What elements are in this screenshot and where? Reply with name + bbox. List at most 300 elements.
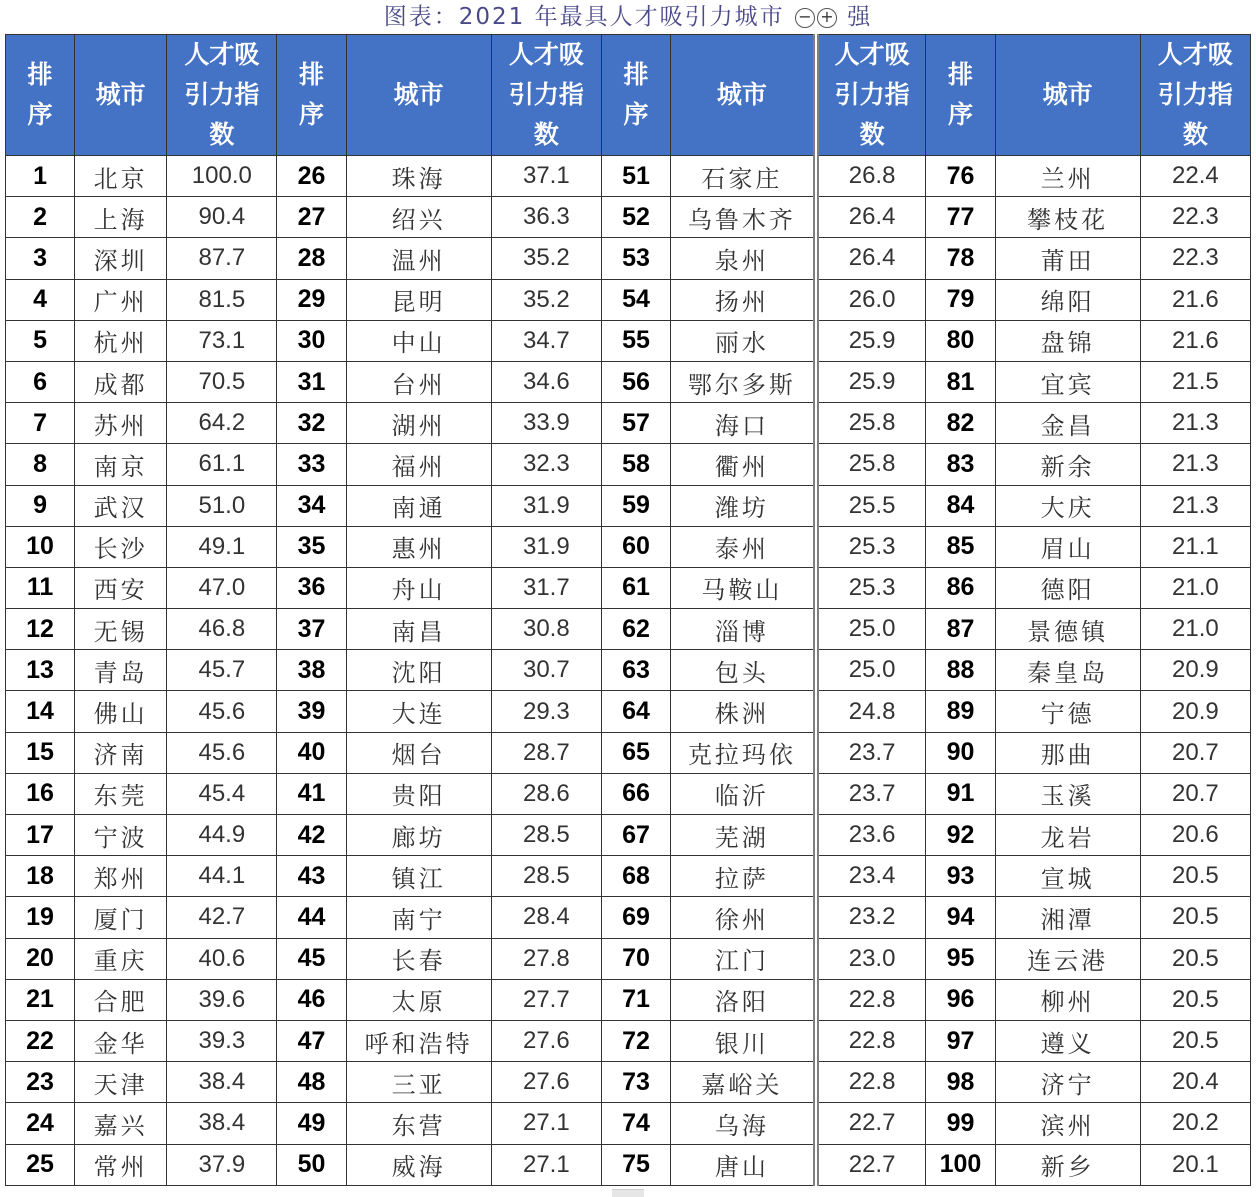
city-cell: 绵阳 bbox=[995, 279, 1140, 320]
city-cell: 杭州 bbox=[75, 320, 167, 361]
index-value-cell: 22.7 bbox=[816, 1103, 926, 1144]
table-row bbox=[6, 938, 1251, 979]
city-cell: 舟山 bbox=[346, 567, 491, 608]
index-value-cell: 22.4 bbox=[1140, 156, 1250, 197]
city-cell: 威海 bbox=[346, 1144, 491, 1186]
header-rank: 排序 bbox=[926, 35, 995, 156]
rank-cell: 4 bbox=[6, 279, 75, 320]
rank-cell: 28 bbox=[277, 238, 346, 279]
city-cell: 重庆 bbox=[75, 938, 167, 979]
city-cell: 嘉峪关 bbox=[671, 1062, 816, 1103]
index-value-cell: 44.9 bbox=[167, 815, 277, 856]
index-value-cell: 26.8 bbox=[816, 156, 926, 197]
rank-cell: 74 bbox=[601, 1103, 670, 1144]
index-value-cell: 23.4 bbox=[816, 856, 926, 897]
rank-cell: 31 bbox=[277, 361, 346, 402]
table-row bbox=[6, 361, 1251, 402]
index-value-cell: 24.8 bbox=[816, 691, 926, 732]
rank-cell: 1 bbox=[6, 156, 75, 197]
zoom-out-icon[interactable]: − bbox=[795, 8, 815, 28]
city-cell: 沈阳 bbox=[346, 650, 491, 691]
index-value-cell: 39.6 bbox=[167, 979, 277, 1020]
rank-cell: 18 bbox=[6, 856, 75, 897]
city-cell: 绍兴 bbox=[346, 197, 491, 238]
rank-cell: 17 bbox=[6, 815, 75, 856]
rank-cell: 81 bbox=[926, 361, 995, 402]
index-value-cell: 20.4 bbox=[1140, 1062, 1250, 1103]
index-value-cell: 20.5 bbox=[1140, 897, 1250, 938]
city-cell: 昆明 bbox=[346, 279, 491, 320]
city-cell: 宜宾 bbox=[995, 361, 1140, 402]
city-cell: 郑州 bbox=[75, 856, 167, 897]
index-value-cell: 28.5 bbox=[491, 856, 601, 897]
city-cell: 海口 bbox=[671, 403, 816, 444]
index-value-cell: 25.0 bbox=[816, 609, 926, 650]
index-value-cell: 27.6 bbox=[491, 1020, 601, 1061]
city-cell: 镇江 bbox=[346, 856, 491, 897]
rank-cell: 6 bbox=[6, 361, 75, 402]
caption-text-end: 强 bbox=[847, 4, 873, 30]
city-cell: 厦门 bbox=[75, 897, 167, 938]
index-value-cell: 20.9 bbox=[1140, 691, 1250, 732]
city-cell: 南宁 bbox=[346, 897, 491, 938]
city-cell: 那曲 bbox=[995, 732, 1140, 773]
index-value-cell: 20.9 bbox=[1140, 650, 1250, 691]
rank-cell: 48 bbox=[277, 1062, 346, 1103]
rank-cell: 84 bbox=[926, 485, 995, 526]
table-row bbox=[6, 691, 1251, 732]
rank-cell: 9 bbox=[6, 485, 75, 526]
city-cell: 呼和浩特 bbox=[346, 1020, 491, 1061]
city-cell: 宁德 bbox=[995, 691, 1140, 732]
rank-cell: 45 bbox=[277, 938, 346, 979]
table-row bbox=[6, 197, 1251, 238]
rank-cell: 75 bbox=[601, 1144, 670, 1186]
rank-cell: 38 bbox=[277, 650, 346, 691]
table-row bbox=[6, 526, 1251, 567]
index-value-cell: 28.6 bbox=[491, 773, 601, 814]
index-value-cell: 20.7 bbox=[1140, 773, 1250, 814]
rank-cell: 90 bbox=[926, 732, 995, 773]
index-value-cell: 38.4 bbox=[167, 1103, 277, 1144]
zoom-in-icon[interactable]: + bbox=[817, 8, 837, 28]
city-cell: 烟台 bbox=[346, 732, 491, 773]
index-value-cell: 44.1 bbox=[167, 856, 277, 897]
city-cell: 遵义 bbox=[995, 1020, 1140, 1061]
index-value-cell: 31.9 bbox=[491, 526, 601, 567]
header-rank: 排序 bbox=[277, 35, 346, 156]
rank-cell: 27 bbox=[277, 197, 346, 238]
index-value-cell: 21.5 bbox=[1140, 361, 1250, 402]
rank-cell: 33 bbox=[277, 444, 346, 485]
index-value-cell: 23.7 bbox=[816, 732, 926, 773]
table-row bbox=[6, 897, 1251, 938]
city-cell: 嘉兴 bbox=[75, 1103, 167, 1144]
rank-cell: 95 bbox=[926, 938, 995, 979]
index-value-cell: 30.7 bbox=[491, 650, 601, 691]
rank-cell: 54 bbox=[601, 279, 670, 320]
city-cell: 成都 bbox=[75, 361, 167, 402]
rank-cell: 20 bbox=[6, 938, 75, 979]
city-cell: 滨州 bbox=[995, 1103, 1140, 1144]
city-cell: 潍坊 bbox=[671, 485, 816, 526]
rank-cell: 41 bbox=[277, 773, 346, 814]
city-cell: 上海 bbox=[75, 197, 167, 238]
rank-cell: 93 bbox=[926, 856, 995, 897]
header-index: 人才吸引力指数 bbox=[491, 35, 601, 156]
index-value-cell: 21.3 bbox=[1140, 403, 1250, 444]
city-cell: 南昌 bbox=[346, 609, 491, 650]
rank-cell: 88 bbox=[926, 650, 995, 691]
rank-cell: 34 bbox=[277, 485, 346, 526]
city-cell: 温州 bbox=[346, 238, 491, 279]
header-index: 人才吸引力指数 bbox=[816, 35, 926, 156]
table-row bbox=[6, 485, 1251, 526]
city-cell: 珠海 bbox=[346, 156, 491, 197]
city-cell: 南京 bbox=[75, 444, 167, 485]
rank-cell: 73 bbox=[601, 1062, 670, 1103]
rank-cell: 46 bbox=[277, 979, 346, 1020]
rank-cell: 86 bbox=[926, 567, 995, 608]
city-cell: 宁波 bbox=[75, 815, 167, 856]
index-value-cell: 22.8 bbox=[816, 979, 926, 1020]
city-cell: 乌鲁木齐 bbox=[671, 197, 816, 238]
index-value-cell: 22.3 bbox=[1140, 238, 1250, 279]
index-value-cell: 21.3 bbox=[1140, 444, 1250, 485]
rank-cell: 94 bbox=[926, 897, 995, 938]
city-cell: 包头 bbox=[671, 650, 816, 691]
city-cell: 龙岩 bbox=[995, 815, 1140, 856]
rank-cell: 40 bbox=[277, 732, 346, 773]
index-value-cell: 37.1 bbox=[491, 156, 601, 197]
rank-cell: 7 bbox=[6, 403, 75, 444]
city-cell: 宣城 bbox=[995, 856, 1140, 897]
index-value-cell: 35.2 bbox=[491, 238, 601, 279]
table-row bbox=[6, 1103, 1251, 1144]
rank-cell: 87 bbox=[926, 609, 995, 650]
index-value-cell: 90.4 bbox=[167, 197, 277, 238]
city-cell: 天津 bbox=[75, 1062, 167, 1103]
city-cell: 淄博 bbox=[671, 609, 816, 650]
rank-cell: 78 bbox=[926, 238, 995, 279]
city-cell: 兰州 bbox=[995, 156, 1140, 197]
city-cell: 柳州 bbox=[995, 979, 1140, 1020]
table-caption bbox=[0, 0, 1256, 34]
table-row bbox=[6, 1062, 1251, 1103]
rank-cell: 51 bbox=[601, 156, 670, 197]
index-value-cell: 45.4 bbox=[167, 773, 277, 814]
city-cell: 眉山 bbox=[995, 526, 1140, 567]
city-cell: 贵阳 bbox=[346, 773, 491, 814]
city-cell: 长春 bbox=[346, 938, 491, 979]
index-value-cell: 20.5 bbox=[1140, 1020, 1250, 1061]
rank-cell: 58 bbox=[601, 444, 670, 485]
index-value-cell: 23.0 bbox=[816, 938, 926, 979]
rank-cell: 52 bbox=[601, 197, 670, 238]
rank-cell: 26 bbox=[277, 156, 346, 197]
table-row bbox=[6, 444, 1251, 485]
rank-cell: 65 bbox=[601, 732, 670, 773]
city-cell: 丽水 bbox=[671, 320, 816, 361]
rank-cell: 14 bbox=[6, 691, 75, 732]
rank-cell: 19 bbox=[6, 897, 75, 938]
rank-cell: 39 bbox=[277, 691, 346, 732]
table-row bbox=[6, 773, 1251, 814]
city-cell: 新乡 bbox=[995, 1144, 1140, 1186]
table-row bbox=[6, 650, 1251, 691]
city-cell: 惠州 bbox=[346, 526, 491, 567]
city-cell: 株洲 bbox=[671, 691, 816, 732]
rank-cell: 3 bbox=[6, 238, 75, 279]
table-row bbox=[6, 567, 1251, 608]
index-value-cell: 20.5 bbox=[1140, 979, 1250, 1020]
index-value-cell: 33.9 bbox=[491, 403, 601, 444]
index-value-cell: 26.0 bbox=[816, 279, 926, 320]
rank-cell: 53 bbox=[601, 238, 670, 279]
header-index: 人才吸引力指数 bbox=[1140, 35, 1250, 156]
rank-cell: 64 bbox=[601, 691, 670, 732]
city-cell: 洛阳 bbox=[671, 979, 816, 1020]
rank-cell: 85 bbox=[926, 526, 995, 567]
index-value-cell: 20.6 bbox=[1140, 815, 1250, 856]
index-value-cell: 70.5 bbox=[167, 361, 277, 402]
rank-cell: 69 bbox=[601, 897, 670, 938]
index-value-cell: 46.8 bbox=[167, 609, 277, 650]
city-cell: 中山 bbox=[346, 320, 491, 361]
city-cell: 苏州 bbox=[75, 403, 167, 444]
rank-cell: 72 bbox=[601, 1020, 670, 1061]
index-value-cell: 31.9 bbox=[491, 485, 601, 526]
rank-cell: 68 bbox=[601, 856, 670, 897]
city-cell: 克拉玛依 bbox=[671, 732, 816, 773]
rank-cell: 83 bbox=[926, 444, 995, 485]
city-cell: 大连 bbox=[346, 691, 491, 732]
city-cell: 玉溪 bbox=[995, 773, 1140, 814]
index-value-cell: 21.6 bbox=[1140, 279, 1250, 320]
header-index: 人才吸引力指数 bbox=[167, 35, 277, 156]
rank-cell: 12 bbox=[6, 609, 75, 650]
city-cell: 攀枝花 bbox=[995, 197, 1140, 238]
rank-cell: 43 bbox=[277, 856, 346, 897]
city-cell: 银川 bbox=[671, 1020, 816, 1061]
city-cell: 盘锦 bbox=[995, 320, 1140, 361]
index-value-cell: 25.8 bbox=[816, 444, 926, 485]
index-value-cell: 27.1 bbox=[491, 1103, 601, 1144]
index-value-cell: 34.7 bbox=[491, 320, 601, 361]
index-value-cell: 61.1 bbox=[167, 444, 277, 485]
rank-cell: 21 bbox=[6, 979, 75, 1020]
index-value-cell: 28.5 bbox=[491, 815, 601, 856]
city-cell: 景德镇 bbox=[995, 609, 1140, 650]
rank-cell: 50 bbox=[277, 1144, 346, 1186]
index-value-cell: 36.3 bbox=[491, 197, 601, 238]
index-value-cell: 81.5 bbox=[167, 279, 277, 320]
rank-cell: 80 bbox=[926, 320, 995, 361]
city-cell: 衢州 bbox=[671, 444, 816, 485]
city-cell: 广州 bbox=[75, 279, 167, 320]
index-value-cell: 64.2 bbox=[167, 403, 277, 444]
table-row bbox=[6, 1144, 1251, 1186]
index-value-cell: 25.5 bbox=[816, 485, 926, 526]
city-cell: 江门 bbox=[671, 938, 816, 979]
index-value-cell: 22.8 bbox=[816, 1062, 926, 1103]
rank-cell: 49 bbox=[277, 1103, 346, 1144]
index-value-cell: 34.6 bbox=[491, 361, 601, 402]
table-row bbox=[6, 320, 1251, 361]
rank-cell: 32 bbox=[277, 403, 346, 444]
rank-cell: 100 bbox=[926, 1144, 995, 1186]
city-cell: 三亚 bbox=[346, 1062, 491, 1103]
table-row bbox=[6, 238, 1251, 279]
rank-cell: 66 bbox=[601, 773, 670, 814]
table-row bbox=[6, 156, 1251, 197]
caption-text: 图表：2021 年最具人才吸引力城市 bbox=[383, 4, 785, 30]
rank-cell: 63 bbox=[601, 650, 670, 691]
index-value-cell: 25.9 bbox=[816, 320, 926, 361]
rank-cell: 98 bbox=[926, 1062, 995, 1103]
city-cell: 拉萨 bbox=[671, 856, 816, 897]
rank-cell: 82 bbox=[926, 403, 995, 444]
index-value-cell: 49.1 bbox=[167, 526, 277, 567]
index-value-cell: 23.7 bbox=[816, 773, 926, 814]
table-row bbox=[6, 403, 1251, 444]
index-value-cell: 87.7 bbox=[167, 238, 277, 279]
rank-cell: 29 bbox=[277, 279, 346, 320]
index-value-cell: 35.2 bbox=[491, 279, 601, 320]
rank-cell: 25 bbox=[6, 1144, 75, 1186]
index-value-cell: 47.0 bbox=[167, 567, 277, 608]
rank-cell: 59 bbox=[601, 485, 670, 526]
rank-cell: 23 bbox=[6, 1062, 75, 1103]
index-value-cell: 27.7 bbox=[491, 979, 601, 1020]
index-value-cell: 37.9 bbox=[167, 1144, 277, 1186]
index-value-cell: 21.3 bbox=[1140, 485, 1250, 526]
rank-cell: 10 bbox=[6, 526, 75, 567]
rank-cell: 57 bbox=[601, 403, 670, 444]
city-cell: 北京 bbox=[75, 156, 167, 197]
index-value-cell: 26.4 bbox=[816, 197, 926, 238]
city-cell: 扬州 bbox=[671, 279, 816, 320]
index-value-cell: 20.5 bbox=[1140, 856, 1250, 897]
index-value-cell: 25.0 bbox=[816, 650, 926, 691]
index-value-cell: 51.0 bbox=[167, 485, 277, 526]
index-value-cell: 73.1 bbox=[167, 320, 277, 361]
header-city: 城市 bbox=[671, 35, 816, 156]
city-ranking-table bbox=[5, 34, 1251, 1186]
rank-cell: 37 bbox=[277, 609, 346, 650]
city-cell: 合肥 bbox=[75, 979, 167, 1020]
rank-cell: 8 bbox=[6, 444, 75, 485]
rank-cell: 30 bbox=[277, 320, 346, 361]
index-value-cell: 22.7 bbox=[816, 1144, 926, 1186]
index-value-cell: 20.2 bbox=[1140, 1103, 1250, 1144]
rank-cell: 47 bbox=[277, 1020, 346, 1061]
city-cell: 佛山 bbox=[75, 691, 167, 732]
rank-cell: 91 bbox=[926, 773, 995, 814]
rank-cell: 61 bbox=[601, 567, 670, 608]
rank-cell: 2 bbox=[6, 197, 75, 238]
rank-cell: 44 bbox=[277, 897, 346, 938]
city-cell: 太原 bbox=[346, 979, 491, 1020]
index-value-cell: 20.7 bbox=[1140, 732, 1250, 773]
header-rank: 排序 bbox=[6, 35, 75, 156]
rank-cell: 36 bbox=[277, 567, 346, 608]
rank-cell: 56 bbox=[601, 361, 670, 402]
table-row bbox=[6, 815, 1251, 856]
index-value-cell: 21.0 bbox=[1140, 567, 1250, 608]
city-cell: 廊坊 bbox=[346, 815, 491, 856]
rank-cell: 92 bbox=[926, 815, 995, 856]
city-cell: 东营 bbox=[346, 1103, 491, 1144]
index-value-cell: 27.1 bbox=[491, 1144, 601, 1186]
index-value-cell: 20.1 bbox=[1140, 1144, 1250, 1186]
city-cell: 湖州 bbox=[346, 403, 491, 444]
rank-cell: 15 bbox=[6, 732, 75, 773]
index-value-cell: 28.7 bbox=[491, 732, 601, 773]
rank-cell: 70 bbox=[601, 938, 670, 979]
city-cell: 泰州 bbox=[671, 526, 816, 567]
rank-cell: 22 bbox=[6, 1020, 75, 1061]
rank-cell: 35 bbox=[277, 526, 346, 567]
index-value-cell: 27.8 bbox=[491, 938, 601, 979]
rank-cell: 76 bbox=[926, 156, 995, 197]
table-row bbox=[6, 609, 1251, 650]
index-value-cell: 30.8 bbox=[491, 609, 601, 650]
city-cell: 西安 bbox=[75, 567, 167, 608]
index-value-cell: 45.7 bbox=[167, 650, 277, 691]
city-cell: 武汉 bbox=[75, 485, 167, 526]
rank-cell: 62 bbox=[601, 609, 670, 650]
index-value-cell: 25.3 bbox=[816, 567, 926, 608]
city-cell: 芜湖 bbox=[671, 815, 816, 856]
rank-cell: 24 bbox=[6, 1103, 75, 1144]
index-value-cell: 22.8 bbox=[816, 1020, 926, 1061]
table-row bbox=[6, 1020, 1251, 1061]
index-value-cell: 25.3 bbox=[816, 526, 926, 567]
city-cell: 金昌 bbox=[995, 403, 1140, 444]
city-cell: 南通 bbox=[346, 485, 491, 526]
index-value-cell: 27.6 bbox=[491, 1062, 601, 1103]
index-value-cell: 21.6 bbox=[1140, 320, 1250, 361]
rank-cell: 97 bbox=[926, 1020, 995, 1061]
header-rank: 排序 bbox=[601, 35, 670, 156]
city-cell: 唐山 bbox=[671, 1144, 816, 1186]
header-city: 城市 bbox=[75, 35, 167, 156]
index-value-cell: 21.0 bbox=[1140, 609, 1250, 650]
rank-cell: 42 bbox=[277, 815, 346, 856]
city-cell: 无锡 bbox=[75, 609, 167, 650]
header-city: 城市 bbox=[346, 35, 491, 156]
rank-cell: 77 bbox=[926, 197, 995, 238]
city-cell: 湘潭 bbox=[995, 897, 1140, 938]
city-cell: 大庆 bbox=[995, 485, 1140, 526]
index-value-cell: 26.4 bbox=[816, 238, 926, 279]
city-cell: 泉州 bbox=[671, 238, 816, 279]
header-city: 城市 bbox=[995, 35, 1140, 156]
index-value-cell: 31.7 bbox=[491, 567, 601, 608]
rank-cell: 99 bbox=[926, 1103, 995, 1144]
rank-cell: 71 bbox=[601, 979, 670, 1020]
index-value-cell: 23.6 bbox=[816, 815, 926, 856]
table-row bbox=[6, 856, 1251, 897]
city-cell: 常州 bbox=[75, 1144, 167, 1186]
city-cell: 秦皇岛 bbox=[995, 650, 1140, 691]
index-value-cell: 22.3 bbox=[1140, 197, 1250, 238]
index-value-cell: 25.9 bbox=[816, 361, 926, 402]
city-cell: 济宁 bbox=[995, 1062, 1140, 1103]
index-value-cell: 39.3 bbox=[167, 1020, 277, 1061]
city-cell: 金华 bbox=[75, 1020, 167, 1061]
